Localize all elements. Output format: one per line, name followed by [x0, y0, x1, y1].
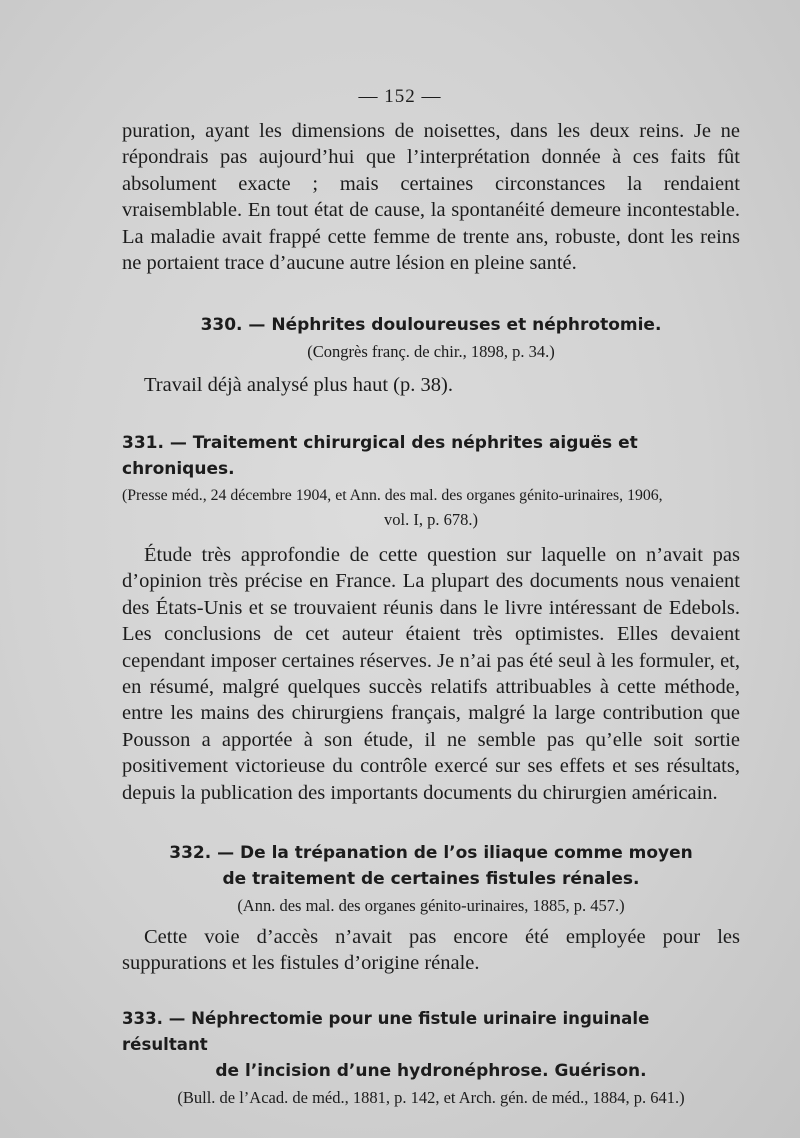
section-heading: 332. — De la trépanation de l’os iliaque comme moyen — [169, 843, 693, 863]
section-body: Cette voie d’accès n’avait pas encore été employée pour les suppurations et les fistules d’origine rénale. — [122, 926, 740, 975]
section-333 — [122, 1006, 740, 1110]
section-heading: 330. — Néphrites douloureuses et néphrotomie. — [200, 315, 662, 335]
section-reference: (Ann. des mal. des organes génito-urinaires, 1885, p. 457.) — [237, 896, 625, 915]
section-heading-cont: de l’incision d’une hydronéphrose. Guérison. — [215, 1061, 647, 1081]
section-heading-cont: de traitement de certaines fistules rénales. — [222, 869, 640, 889]
opening-paragraph: puration, ayant les dimensions de noisettes, dans les deux reins. Je ne répondrais pas aujourd’hui que l’interprétation donnée à ces faits fût absolument exacte ; mais certaines circonstances la rendaient vraisemblable. En tout état de cause, la spontanéité demeure incontestable. La maladie avait frappé cette femme de trente ans, robuste, dont les reins ne portaient trace d’aucune autre lésion en pleine santé. — [122, 120, 740, 275]
section-heading: 331. — Traitement chirurgical des néphrites aiguës et chroniques. — [122, 433, 638, 479]
section-reference: (Presse méd., 24 décembre 1904, et Ann. des mal. des organes génito-urinaires, 1906, — [122, 487, 663, 504]
section-reference-cont: vol. I, p. 678.) — [384, 510, 478, 529]
page-number: — 152 — — [358, 86, 442, 107]
section-331 — [122, 430, 740, 806]
opening-paragraph-block — [122, 118, 740, 276]
section-body: Étude très approfondie de cette question sur laquelle on n’avait pas d’opinion très précise en France. La plupart des documents nous venaient des États-Unis et se trouvaient réunis dans le livre intéressant de Edebols. Les conclusions de cet auteur étaient très optimistes. Elles devaient cependant imposer certaines réserves. Je n’ai pas été seul à les formuler, et, en résumé, malgré quelques succès relatifs attribuables à cette méthode, entre les mains des chirurgiens français, malgré la large contribution que Pousson a apportée à son étude, il ne semble pas qu’elle soit sortie positivement victorieuse du contrôle exercé sur ses effets et ses résultats, depuis la publication des importants documents du chirurgien américain. — [122, 544, 740, 804]
section-332 — [122, 840, 740, 977]
section-reference: (Bull. de l’Acad. de méd., 1881, p. 142, et Arch. gén. de méd., 1884, p. 641.) — [177, 1088, 685, 1107]
section-330 — [122, 312, 740, 398]
section-reference: (Congrès franç. de chir., 1898, p. 34.) — [307, 342, 555, 361]
section-body: Travail déjà analysé plus haut (p. 38). — [144, 374, 453, 396]
section-heading: 333. — Néphrectomie pour une fistule urinaire inguinale résultant — [122, 1009, 650, 1054]
